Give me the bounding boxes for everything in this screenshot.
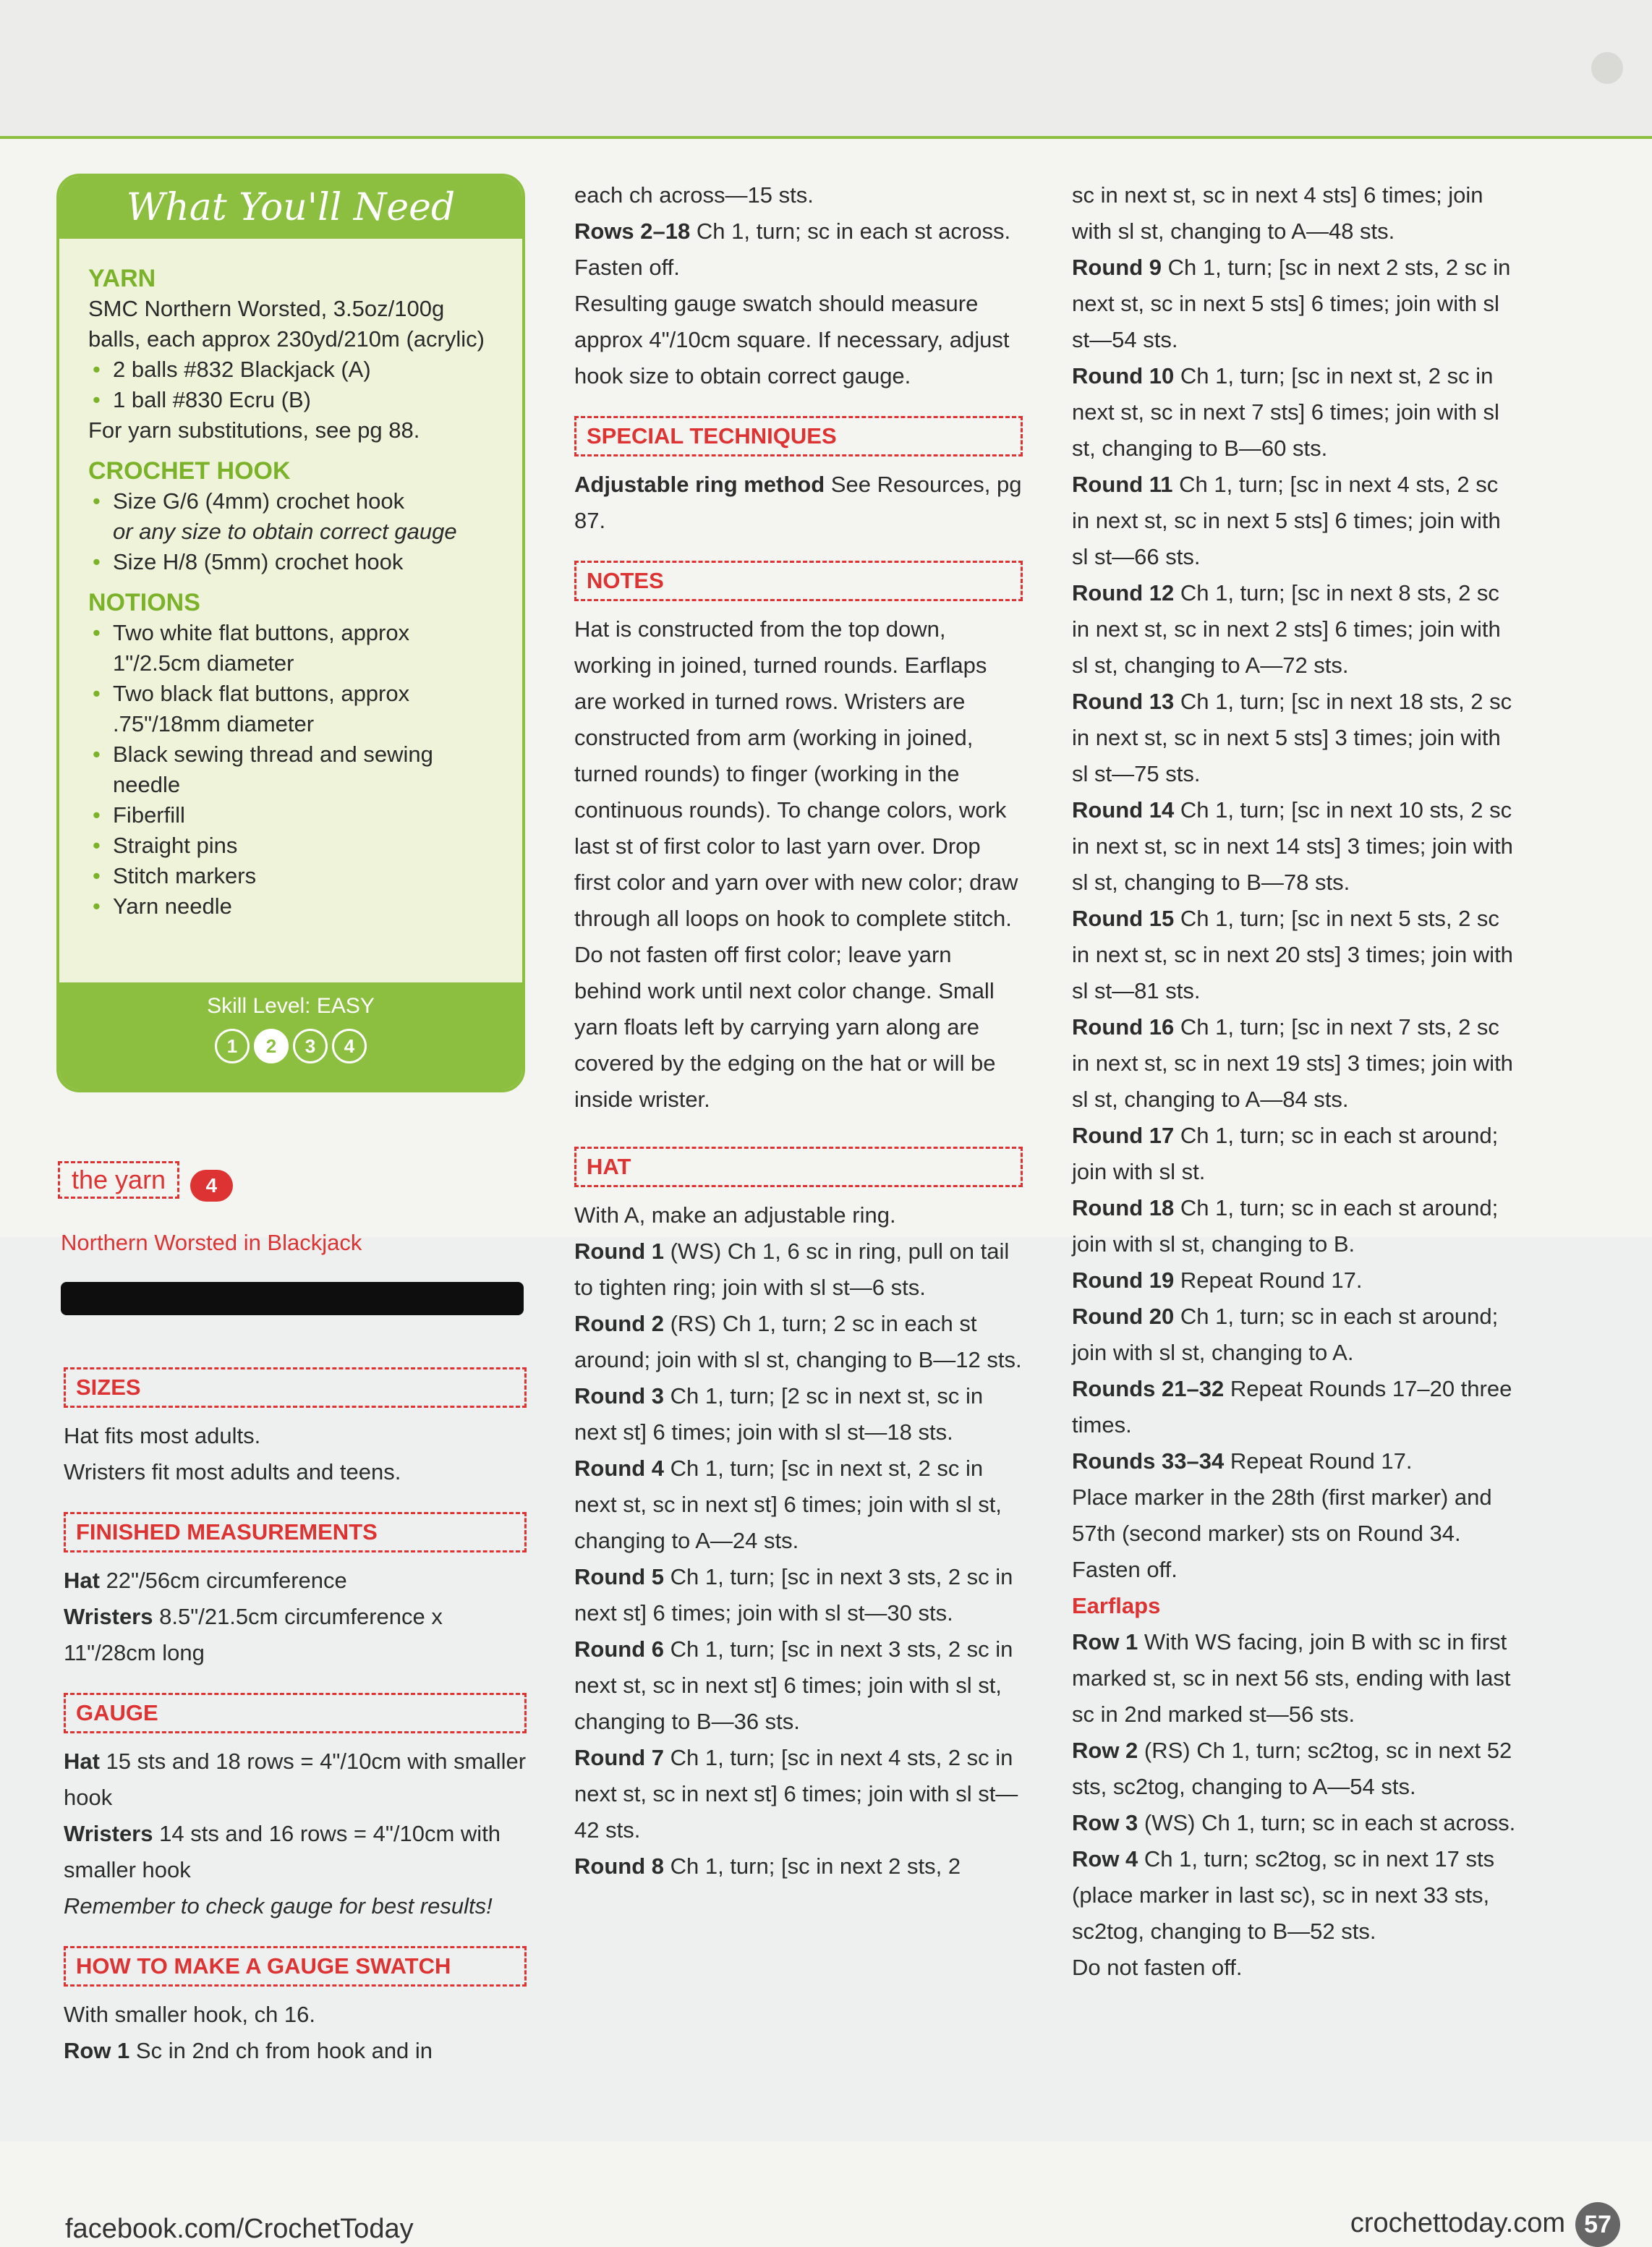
round-text: Ch 1, turn; [sc in next 2 sts, 2 sc in next st, sc in next 5 sts] 6 times; join with sl st—54 sts. <box>1072 255 1511 352</box>
gauge-note: Remember to check gauge for best results! <box>64 1893 493 1919</box>
skill-level-circles <box>59 1029 522 1063</box>
round <box>574 1306 1023 1378</box>
skill-level-label: Skill Level: EASY <box>207 994 375 1018</box>
hook-heading: CROCHET HOOK <box>88 457 291 485</box>
row-label: Row 2 <box>1072 1738 1138 1763</box>
round-text: Ch 1, turn; [sc in next 8 sts, 2 sc in next st, sc in next 2 sts] 6 times; join with sl st, changing to A—72 sts. <box>1072 580 1501 678</box>
round-label: Round 8 <box>574 1853 664 1879</box>
materials-box <box>56 174 525 1092</box>
hook-size: Size G/6 (4mm) crochet hook <box>113 488 405 514</box>
round-label: Round 7 <box>574 1745 664 1770</box>
swatch-rows <box>574 213 1023 250</box>
materials-body <box>59 239 522 922</box>
round <box>1072 1371 1520 1443</box>
round-text: Ch 1, turn; [sc in next 4 sts, 2 sc in next st, sc in next 5 sts] 6 times; join with sl st—66 sts. <box>1072 472 1501 569</box>
swatch-cont: each ch across—15 sts. <box>574 182 814 208</box>
round <box>1072 792 1520 901</box>
round-text: Ch 1, turn; [sc in next 10 sts, 2 sc in next st, sc in next 14 sts] 3 times; join with sl st, changing to B—78 sts. <box>1072 797 1513 895</box>
value: 14 sts and 16 rows = 4"/10cm with smaller hook <box>64 1821 501 1882</box>
round-label: Round 18 <box>1072 1195 1175 1220</box>
round <box>1072 1299 1520 1371</box>
label: Adjustable ring method <box>574 472 825 497</box>
round-text: Ch 1, turn; [sc in next 2 sts, 2 <box>664 1853 961 1879</box>
row <box>1072 1805 1520 1841</box>
value: Ch 1, turn; sc in each st across. <box>690 218 1011 244</box>
round <box>574 1559 1023 1631</box>
yarn-badge <box>58 1161 233 1202</box>
round-text: Ch 1, turn; [sc in next 3 sts, 2 sc in next st] 6 times; join with sl st—30 sts. <box>574 1564 1013 1626</box>
hat-rounds <box>574 1233 1023 1885</box>
fasten-off: Fasten off. <box>574 255 680 280</box>
page-number: 57 <box>1575 2202 1620 2247</box>
round <box>1072 901 1520 1009</box>
round-label: Round 11 <box>1072 472 1173 497</box>
gauge-wristers <box>64 1816 527 1888</box>
hook-item <box>88 486 493 547</box>
round <box>574 1740 1023 1848</box>
round-text: Ch 1, turn; sc in each st around; join with sl st, changing to A. <box>1072 1304 1499 1365</box>
hook-list <box>88 486 493 577</box>
round-cont: sc in next st, sc in next 4 sts] 6 times; join with sl st, changing to A—48 sts. <box>1072 182 1483 244</box>
round-text: Ch 1, turn; [sc in next 7 sts, 2 sc in next st, sc in next 19 sts] 3 times; join with sl st, changing to A—84 sts. <box>1072 1014 1513 1112</box>
label: Hat <box>64 1568 100 1593</box>
techniques-heading: SPECIAL TECHNIQUES <box>574 416 1023 456</box>
row-text: With WS facing, join B with sc in first marked st, sc in next 56 sts, ending with last sc in 2nd marked st—56 sts. <box>1072 1629 1511 1727</box>
value: See Resources, pg 87. <box>574 472 1022 533</box>
round-label: Round 1 <box>574 1239 664 1264</box>
label: Row 1 <box>64 2038 130 2063</box>
round-label: Round 13 <box>1072 689 1175 714</box>
round <box>1072 1190 1520 1262</box>
label: Wristers <box>64 1604 153 1629</box>
row <box>1072 1733 1520 1805</box>
round-text: Ch 1, turn; sc in each st around; join with sl st, changing to B. <box>1072 1195 1499 1257</box>
notions-list <box>88 618 493 922</box>
round <box>574 1378 1023 1450</box>
round-text: Ch 1, turn; [sc in next 3 sts, 2 sc in next st, sc in next st] 6 times; join with sl st, changing to B—36 sts. <box>574 1636 1013 1734</box>
round <box>1072 358 1520 467</box>
round-label: Round 5 <box>574 1564 664 1589</box>
row <box>1072 1841 1520 1950</box>
level-2-icon: 2 <box>254 1029 289 1063</box>
row-label: Row 1 <box>1072 1629 1138 1655</box>
fasten-off: Fasten off. <box>1072 1557 1178 1582</box>
round-text: Ch 1, turn; [sc in next st, 2 sc in next st, sc in next st] 6 times; join with sl st, changing to A—24 sts. <box>574 1456 1002 1553</box>
materials-title: What You'll Need <box>59 177 522 239</box>
row <box>1072 1624 1520 1733</box>
round-text: Repeat Rounds 17–20 three times. <box>1072 1376 1512 1437</box>
round <box>1072 575 1520 684</box>
column-3 <box>1072 177 1520 1986</box>
round-label: Round 19 <box>1072 1267 1175 1293</box>
yarn-item: • 2 balls #832 Blackjack (A) <box>88 354 493 385</box>
gauge-result: Resulting gauge swatch should measure approx 4"/10cm square. If necessary, adjust hook size to obtain correct gauge. <box>574 291 1010 388</box>
hook-note: or any size to obtain correct gauge <box>113 519 457 544</box>
yarn-swatch-image <box>61 1282 524 1315</box>
hook-item: • Size H/8 (5mm) crochet hook <box>88 547 493 577</box>
value: Sc in 2nd ch from hook and in <box>129 2038 433 2063</box>
swatch-text: With smaller hook, ch 16. <box>64 2002 316 2027</box>
label: Wristers <box>64 1821 153 1846</box>
yarn-weight-icon: 4 <box>190 1170 234 1202</box>
level-1-icon: 1 <box>215 1029 250 1063</box>
round <box>1072 1118 1520 1190</box>
round-text: Ch 1, turn; sc in each st around; join with sl st. <box>1072 1123 1499 1184</box>
value: 8.5"/21.5cm circumference x 11"/28cm long <box>64 1604 443 1665</box>
marker-note: Place marker in the 28th (first marker) and 57th (second marker) sts on Round 34. <box>1072 1484 1492 1546</box>
round-label: Round 14 <box>1072 797 1175 823</box>
round-text: (RS) Ch 1, turn; 2 sc in each st around; join with sl st, changing to B—12 sts. <box>574 1311 1022 1372</box>
skill-level-bar <box>59 982 522 1089</box>
round-label: Rounds 21–32 <box>1072 1376 1225 1401</box>
measure-hat <box>64 1563 527 1599</box>
yarn-substitution: For yarn substitutions, see pg 88. <box>88 417 420 443</box>
round-text: (WS) Ch 1, 6 sc in ring, pull on tail to tighten ring; join with sl st—6 sts. <box>574 1239 1010 1300</box>
round <box>574 1450 1023 1559</box>
hat-intro: With A, make an adjustable ring. <box>574 1202 896 1228</box>
earflap-rows <box>1072 1624 1520 1950</box>
column-1 <box>64 1354 527 2069</box>
facebook-link[interactable]: facebook.com/CrochetToday <box>65 2214 414 2244</box>
notion-item: • Yarn needle <box>88 891 493 922</box>
round-label: Round 6 <box>574 1636 664 1662</box>
value: 15 sts and 18 rows = 4"/10cm with smaller hook <box>64 1749 527 1810</box>
row-label: Row 3 <box>1072 1810 1138 1835</box>
round-label: Round 12 <box>1072 580 1175 606</box>
round-label: Rounds 33–34 <box>1072 1448 1225 1474</box>
label: Hat <box>64 1749 100 1774</box>
sizes-text: Hat fits most adults. <box>64 1423 261 1448</box>
yarn-heading: YARN <box>88 265 156 292</box>
round <box>1072 684 1520 792</box>
round-label: Round 3 <box>574 1383 664 1409</box>
round-text: Repeat Round 17. <box>1224 1448 1413 1474</box>
round <box>1072 1443 1520 1479</box>
measurements-heading: FINISHED MEASUREMENTS <box>64 1512 527 1552</box>
notes-text: Hat is constructed from the top down, working in joined, turned rounds. Earflaps are worked in turned rows. Wristers are constructed from arm (working in joined, turned rounds) to finger (working in the continuous rounds). To change colors, work last st of first color to last yarn over. Drop first color and yarn over with new color; draw through all loops on hook to complete stitch. Do not fasten off first color; leave yarn behind work until next color change. Small yarn floats left by carrying yarn along are covered by the edging on the hat or will be inside wrister. <box>574 616 1018 1112</box>
round-label: Round 2 <box>574 1311 664 1336</box>
round-text: Ch 1, turn; [sc in next 4 sts, 2 sc in next st, sc in next st] 6 times; join with sl st—42 sts. <box>574 1745 1018 1843</box>
yarn-item: • 1 ball #830 Ecru (B) <box>88 385 493 415</box>
do-not-fasten: Do not fasten off. <box>1072 1955 1243 1980</box>
level-4-icon: 4 <box>332 1029 367 1063</box>
ghost-dot <box>1591 52 1623 84</box>
header-band <box>0 0 1652 137</box>
yarn-list <box>88 354 493 415</box>
round <box>574 1848 1023 1885</box>
notions-heading: NOTIONS <box>88 589 200 616</box>
row-text: (WS) Ch 1, turn; sc in each st across. <box>1138 1810 1516 1835</box>
round <box>1072 250 1520 358</box>
row-text: Ch 1, turn; sc2tog, sc in next 17 sts (place marker in last sc), sc in next 33 sts, sc2tog, changing to B—52 sts. <box>1072 1846 1495 1944</box>
label: Rows 2–18 <box>574 218 691 244</box>
hat-rounds-cont <box>1072 250 1520 1479</box>
gauge-heading: GAUGE <box>64 1693 527 1733</box>
swatch-row <box>64 2033 527 2069</box>
round-text: Ch 1, turn; [sc in next 5 sts, 2 sc in next st, sc in next 20 sts] 3 times; join with sl st—81 sts. <box>1072 906 1513 1003</box>
yarn-description: SMC Northern Worsted, 3.5oz/100g balls, each approx 230yd/210m (acrylic) <box>88 296 485 352</box>
sizes-heading: SIZES <box>64 1367 527 1408</box>
gauge-hat <box>64 1743 527 1816</box>
header-rule <box>0 136 1652 139</box>
column-2 <box>574 177 1023 1885</box>
measure-wristers <box>64 1599 527 1671</box>
round-label: Round 15 <box>1072 906 1175 931</box>
round-text: Ch 1, turn; [sc in next st, 2 sc in next st, sc in next 7 sts] 6 times; join with sl st, changing to B—60 sts. <box>1072 363 1499 461</box>
round <box>574 1233 1023 1306</box>
round <box>574 1631 1023 1740</box>
hat-heading: HAT <box>574 1147 1023 1187</box>
round <box>1072 467 1520 575</box>
earflaps-heading: Earflaps <box>1072 1593 1161 1618</box>
notion-item: • Two white flat buttons, approx 1"/2.5cm diameter <box>88 618 493 679</box>
sizes-text: Wristers fit most adults and teens. <box>64 1459 401 1484</box>
notes-heading: NOTES <box>574 561 1023 601</box>
round-label: Round 16 <box>1072 1014 1175 1040</box>
notion-item: • Straight pins <box>88 831 493 861</box>
round-label: Round 4 <box>574 1456 664 1481</box>
round <box>1072 1262 1520 1299</box>
round-text: Ch 1, turn; [sc in next 18 sts, 2 sc in next st, sc in next 5 sts] 3 times; join with sl st—75 sts. <box>1072 689 1512 786</box>
yarn-badge-label: the yarn <box>58 1161 179 1199</box>
round-label: Round 10 <box>1072 363 1175 388</box>
round-label: Round 17 <box>1072 1123 1175 1148</box>
swatch-heading: HOW TO MAKE A GAUGE SWATCH <box>64 1946 527 1987</box>
level-3-icon: 3 <box>293 1029 328 1063</box>
row-text: (RS) Ch 1, turn; sc2tog, sc in next 52 sts, sc2tog, changing to A—54 sts. <box>1072 1738 1512 1799</box>
notion-item: • Fiberfill <box>88 800 493 831</box>
notion-item: • Stitch markers <box>88 861 493 891</box>
round-label: Round 9 <box>1072 255 1162 280</box>
round-text: Ch 1, turn; [2 sc in next st, sc in next st] 6 times; join with sl st—18 sts. <box>574 1383 984 1445</box>
notion-item: • Two black flat buttons, approx .75"/18mm diameter <box>88 679 493 739</box>
round <box>1072 1009 1520 1118</box>
round-text: Repeat Round 17. <box>1174 1267 1363 1293</box>
round-label: Round 20 <box>1072 1304 1175 1329</box>
website-link[interactable]: crochettoday.com <box>1350 2208 1565 2238</box>
notion-item: • Black sewing thread and sewing needle <box>88 739 493 800</box>
yarn-badge-desc: Northern Worsted in Blackjack <box>61 1230 362 1255</box>
technique-item <box>574 467 1023 539</box>
row-label: Row 4 <box>1072 1846 1138 1872</box>
value: 22"/56cm circumference <box>99 1568 347 1593</box>
